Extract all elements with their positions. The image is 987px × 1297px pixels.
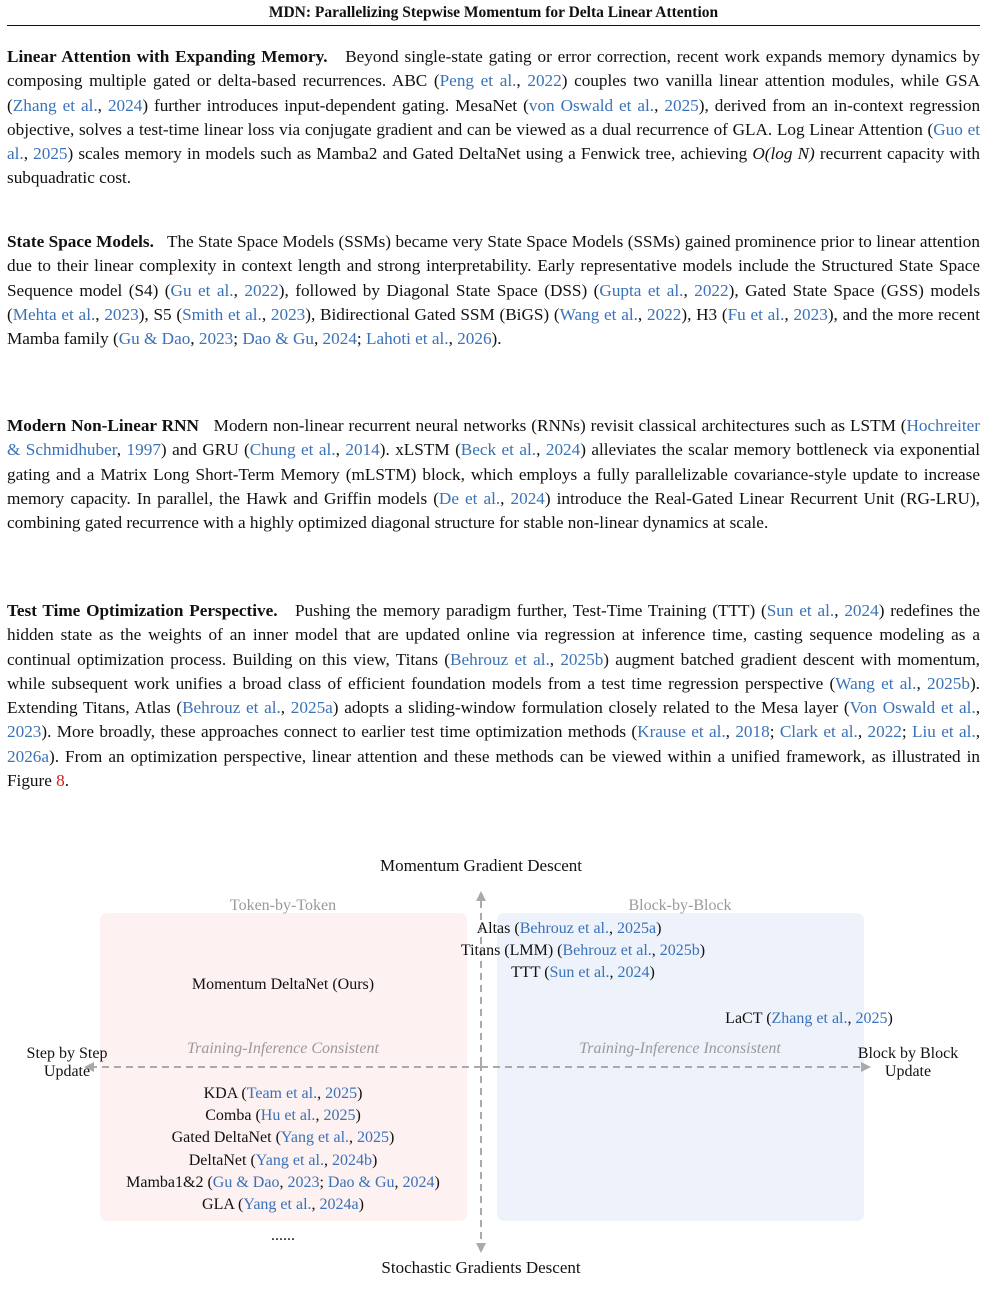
body-text: ), derived from an in-context regression objective, solves a test-time linear loss via conjugate gradient and can be viewed as a dual recurrence of GLA. Log Linear Attention ( [7,95,981,139]
citation-link[interactable]: Gu et al., 2022 [170,280,279,300]
citation-link[interactable]: Wang et al., 2025b [835,673,970,693]
citation-link[interactable]: Lahoti et al., 2026 [366,329,492,349]
citation-link[interactable]: von Oswald et al., 2025 [528,95,699,115]
citation-link[interactable]: Zhang et al., 2024 [12,95,143,115]
citation-link[interactable]: Fu et al., 2023 [727,304,828,324]
body-text: recurrent capacity with subquadratic cost. [7,144,980,188]
citation-link[interactable]: Gupta et al., 2022 [599,280,729,300]
citation-link[interactable]: Guo et al., 2025 [7,119,980,164]
citation-link[interactable]: Hochreiter & Schmidhuber, 1997 [7,416,980,460]
figure-optimization-quadrants [0,850,987,1297]
entry-altas: Altas (Behrouz et al., 2025a) [476,920,662,937]
axis-label-top: Momentum Gradient Descent [379,856,583,875]
entry-gla: GLA (Yang et al., 2024a) [202,1196,364,1213]
citation-link[interactable]: Dao & Gu, 2024 [242,329,357,349]
note-consistent: Training-Inference Consistent [187,1040,379,1057]
body-text: ) couples two vanilla linear attention modules, while GSA ( [7,71,981,115]
body-text: ) further introduces input-dependent gating. MesaNet ( [142,95,529,115]
entry-ellipsis: ...... [271,1227,295,1244]
body-text: Beyond single-state gating or error correction, recent work expands memory dynamics by composing multiple gated or delta-based recurrences. ABC ( [7,47,980,91]
paragraph-expanding-memory [7,45,980,191]
citation-link[interactable]: Sun et al., 2024 [766,601,879,620]
axis-label-right: Block by Block Update [857,1045,959,1080]
section-heading: Linear Attention with Expanding Memory. [7,47,328,66]
citation-link[interactable]: Beck et al., 2024 [460,440,581,460]
citation-link[interactable]: Liu et al., 2026a [7,722,980,766]
entry-comba: Comba (Hu et al., 2025) [205,1107,361,1124]
math-complexity: O(log N) [752,144,815,164]
paragraph-test-time-optimization: Test Time Optimization Perspective. Pushing the memory paradigm further, Test-Time Training (TTT) (Sun et al., 2024) redefines the hidden state as the weights of an inner model that are updated online via regression at inference time, casting sequence modeling as a continual optimization process. Building on this view, Titans (Behrouz et al., 2025b) augment batched gradient descent with momentum, while subsequent work unifies a broad class of efficient foundation models from a test time regression perspective (Wang et al., 2025b). Extending Titans, Atlas (Behrouz et al., 2025a) adopts a sliding-window formulation closely related to the Mesa layer (Von Oswald et al., 2023). More broadly, these approaches connect to earlier test time optimization methods (Krause et al., 2018; Clark et al., 2022; Liu et al., 2026a). From an optimization perspective, linear attention and these methods can be viewed within a unified framework, as illustrated in Figure 8. [7,601,981,791]
quadrant-title-left: Token-by-Token [229,897,337,914]
citation-link[interactable]: Clark et al., 2022 [779,722,902,742]
citation-link[interactable]: Krause et al., 2018 [637,722,770,742]
axis-label-bottom: Stochastic Gradients Descent [381,1258,581,1277]
citation-link[interactable]: Behrouz et al., 2025b [450,649,604,669]
citation-link[interactable]: De et al., 2024 [438,488,545,508]
axes-arrows [0,850,987,1297]
entry-kda: KDA (Team et al., 2025) [203,1085,363,1102]
section-heading: Modern Non-Linear RNN [7,416,199,435]
figure-reference-link[interactable]: 8 [56,771,65,791]
running-title: MDN: Parallelizing Stepwise Momentum for Delta Linear Attention [7,4,980,26]
body-text: The State Space Models (SSMs) became very State Space Models (SSMs) gained prominence prior to linear attention due to their linear complexity in context length and strong interpretability. Early representative models include the Structured State Space Sequence model (S4) ( [7,232,980,300]
citation-link[interactable]: Behrouz et al., 2025a [182,698,333,718]
axis-label-left: Step by Step Update [26,1045,108,1080]
citation-link[interactable]: Chung et al., 2014 [249,440,380,460]
citation-link[interactable]: Peng et al., 2022 [439,71,562,91]
citation-link[interactable]: Smith et al., 2023 [182,304,306,324]
citation-link[interactable]: Von Oswald et al., 2023 [7,698,981,742]
note-inconsistent: Training-Inference Inconsistent [579,1040,781,1057]
body-text: ) scales memory in models such as Mamba2 and Gated DeltaNet using a Fenwick tree, achieving [67,144,753,164]
section-heading: Test Time Optimization Perspective. [7,601,278,620]
entry-lact: LaCT (Zhang et al., 2025) [725,1010,893,1027]
citation-link[interactable]: Gu & Dao, 2023 [118,329,234,349]
paragraph-nonlinear-rnn: Modern Non-Linear RNN Modern non-linear recurrent neural networks (RNNs) revisit classical architectures such as LSTM (Hochreiter & Schmidhuber, 1997) and GRU (Chung et al., 2014). xLSTM (Beck et al., 2024) alleviates the scalar memory bottleneck via exponential gating and a Matrix Long Short-Term Memory (mLSTM) block, which employs a fully parallelizable covariance-style update to increase memory capacity. In parallel, the Hawk and Griffin models (De et al., 2024) introduce the Real-Gated Linear Recurrent Unit (RG-LRU), combining gated recurrence with a highly optimized diagonal structure for stable non-linear dynamics at scale. [7,416,981,533]
entry-momentum-deltanet: Momentum DeltaNet (Ours) [191,976,375,993]
entry-mamba: Mamba1&2 (Gu & Dao, 2023; Dao & Gu, 2024) [126,1174,440,1191]
entry-deltanet: DeltaNet (Yang et al., 2024b) [188,1152,378,1169]
paragraph-state-space-models: State Space Models. The State Space Models (SSMs) became very State Space Models (SSMs) gained prominence prior to linear attention due to their linear complexity in context length and strong interpretability. Early representative models include the Structured State Space Sequence model (S4) (Gu et al., 2022), followed by Diagonal State Space (DSS) (Gupta et al., 2022), Gated State Space (GSS) models (Mehta et al., 2023), S5 (Smith et al., 2023), Bidirectional Gated SSM (BiGS) (Wang et al., 2022), H3 (Fu et al., 2023), and the more recent Mamba family (Gu & Dao, 2023; Dao & Gu, 2024; Lahoti et al., 2026). [7,232,981,349]
citation-link[interactable]: Mehta et al., 2023 [12,304,139,324]
section-heading: State Space Models. [7,232,154,251]
citation-link[interactable]: Wang et al., 2022 [559,304,682,324]
quadrant-title-right: Block-by-Block [628,897,732,914]
entry-ttt: TTT (Sun et al., 2024) [511,964,655,981]
entry-titans: Titans (LMM) (Behrouz et al., 2025b) [460,942,706,959]
entry-gated-deltanet: Gated DeltaNet (Yang et al., 2025) [171,1129,395,1146]
